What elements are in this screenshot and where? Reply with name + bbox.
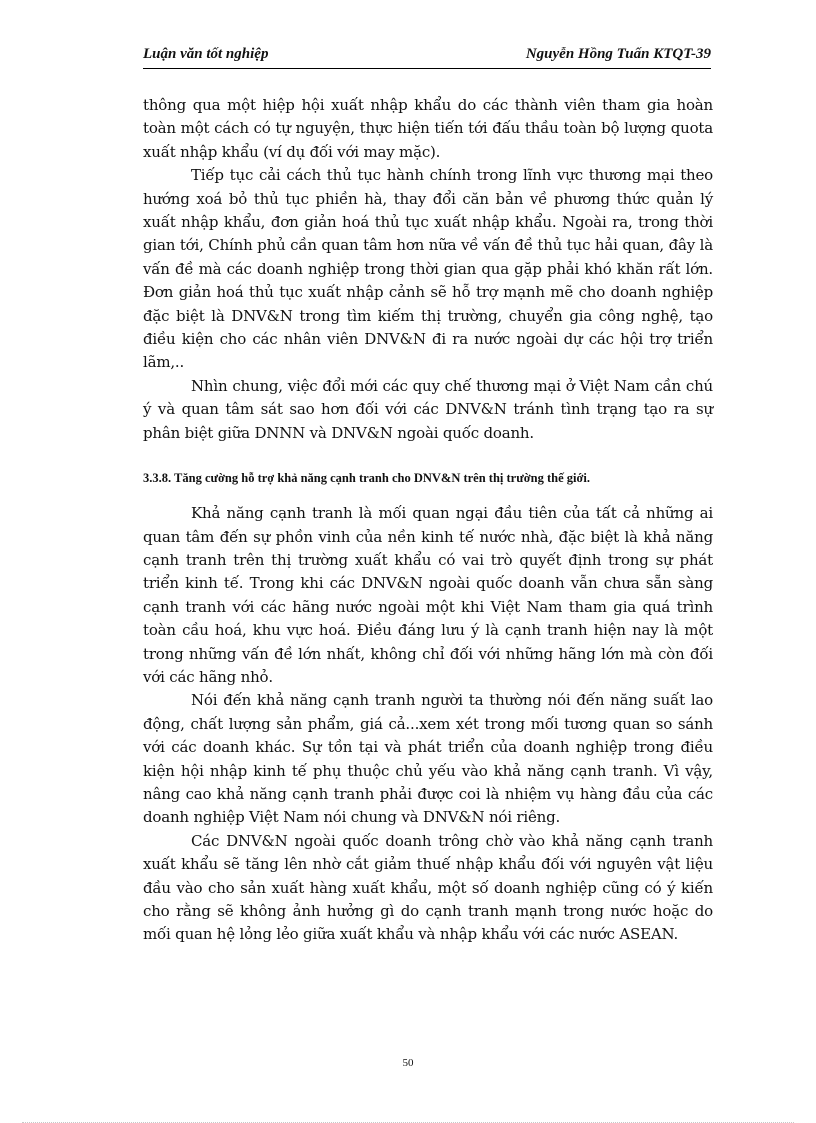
header-author: Nguyễn Hồng Tuấn KTQT-39 bbox=[525, 46, 711, 62]
paragraph-3: Nhìn chung, việc đổi mới các quy chế thương mại ở Việt Nam cần chú ý và quan tâm sát sao hơn đối với các DNV&N tránh tình trạng tạo ra sự phân biệt giữa DNNN và DNV&N ngoài quốc doanh. bbox=[143, 376, 713, 442]
section-heading: 3.3.8. Tăng cường hỗ trợ khả năng cạnh tranh cho DNV&N trên thị trường thế giới. bbox=[143, 471, 591, 486]
paragraph-4: Khả năng cạnh tranh là mối quan ngại đầu tiên của tất cả những ai quan tâm đến sự phồn vinh của nền kinh tế nước nhà, đặc biệt là khả năng cạnh tranh trên thị trường xuất khẩu có vai trò quyết định trong sự phát triển kinh tế. Trong khi các DNV&N ngoài quốc doanh vẫn chưa sẵn sàng cạnh tranh với các hãng nước ngoài một khi Việt Nam tham gia quá trình toàn cầu hoá, khu vực hoá. Điều đáng lưu ý là cạnh tranh hiện nay là một trong những vấn đề lớn nhất, không chỉ đối với những hãng lớn mà còn đối với các hãng nhỏ. bbox=[143, 504, 713, 686]
paragraph-6: Các DNV&N ngoài quốc doanh trông chờ vào khả năng cạnh tranh xuất khẩu sẽ tăng lên nhờ cắt giảm thuế nhập khẩu đối với nguyên vật liệu đầu vào cho sản xuất hàng xuất khẩu, một số doanh nghiệp cũng có ý kiến cho rằng sẽ không ảnh hưởng gì do cạnh tranh mạnh trong nước hoặc do mối quan hệ lỏng lẻo giữa xuất khẩu và nhập khẩu với các nước ASEAN. bbox=[143, 831, 713, 944]
paragraph-2: Tiếp tục cải cách thủ tục hành chính trong lĩnh vực thương mại theo hướng xoá bỏ thủ tục phiền hà, thay đổi căn bản về phương thức quản lý xuất nhập khẩu, đơn giản hoá thủ tục xuất nhập khẩu. Ngoài ra, trong thời gian tới, Chính phủ cần quan tâm hơn nữa về vấn đề thủ tục hải quan, đây là vấn đề mà các doanh nghiệp trong thời gian qua gặp phải khó khăn rất lớn. Đơn giản hoá thủ tục xuất nhập cảnh sẽ hỗ trợ mạnh mẽ cho doanh nghiệp đặc biệt là DNV&N trong tìm kiếm thị trường, chuyển gia công nghệ, tạo điều kiện cho các nhân viên DNV&N đi ra nước ngoài dự các hội trợ triển lãm,.. bbox=[143, 166, 713, 372]
paragraph-5: Nói đến khả năng cạnh tranh người ta thường nói đến năng suất lao động, chất lượng sản phẩm, giá cả...xem xét trong mối tương quan so sánh với các doanh khác. Sự tồn tại và phát triển của doanh nghiệp trong điều kiện hội nhập kinh tế phụ thuộc chủ yếu vào khả năng cạnh tranh. Vì vậy, nâng cao khả năng cạnh tranh phải được coi là nhiệm vụ hàng đầu của các doanh nghiệp Việt Nam nói chung và DNV&N nói riêng. bbox=[143, 691, 713, 827]
page-number: 50 bbox=[402, 1057, 414, 1069]
running-header bbox=[143, 46, 711, 69]
paragraph-1: thông qua một hiệp hội xuất nhập khẩu do các thành viên tham gia hoàn toàn một cách có tự nguyện, thực hiện tiến tới đấu thầu toàn bộ lượng quota xuất nhập khẩu (ví dụ đối với may mặc). bbox=[143, 96, 713, 161]
header-thesis-label: Luận văn tốt nghiệp bbox=[143, 46, 269, 62]
body-text bbox=[143, 94, 713, 947]
